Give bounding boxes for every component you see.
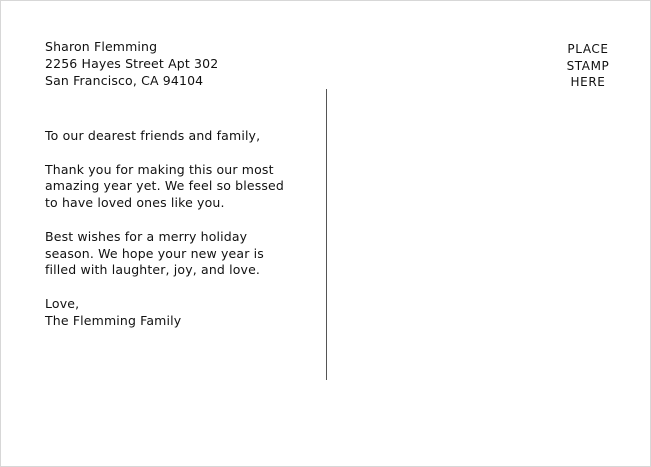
sender-name: Sharon Flemming [45, 39, 158, 54]
stamp-placeholder [553, 41, 623, 91]
message-paragraph-1: Thank you for making this our most amazing year yet. We feel so blessed to have loved ones like you. [45, 161, 284, 211]
return-address [45, 38, 218, 89]
sender-street: 2256 Hayes Street Apt 302 [45, 56, 219, 71]
sender-city-state-zip: San Francisco, CA 94104 [45, 73, 204, 88]
message-greeting: To our dearest friends and family, [45, 128, 261, 143]
message-signature: The Flemming Family [45, 312, 182, 328]
message-paragraph-2: Best wishes for a merry holiday season. We hope your new year is filled with laughter, joy, and love. [45, 228, 264, 278]
stamp-line-1: PLACE [567, 42, 609, 56]
stamp-line-3: HERE [570, 75, 606, 89]
message-body [45, 128, 295, 330]
message-signoff [45, 296, 295, 330]
center-divider [326, 89, 327, 380]
message-closing: Love, [45, 295, 80, 311]
stamp-line-2: STAMP [566, 58, 610, 73]
